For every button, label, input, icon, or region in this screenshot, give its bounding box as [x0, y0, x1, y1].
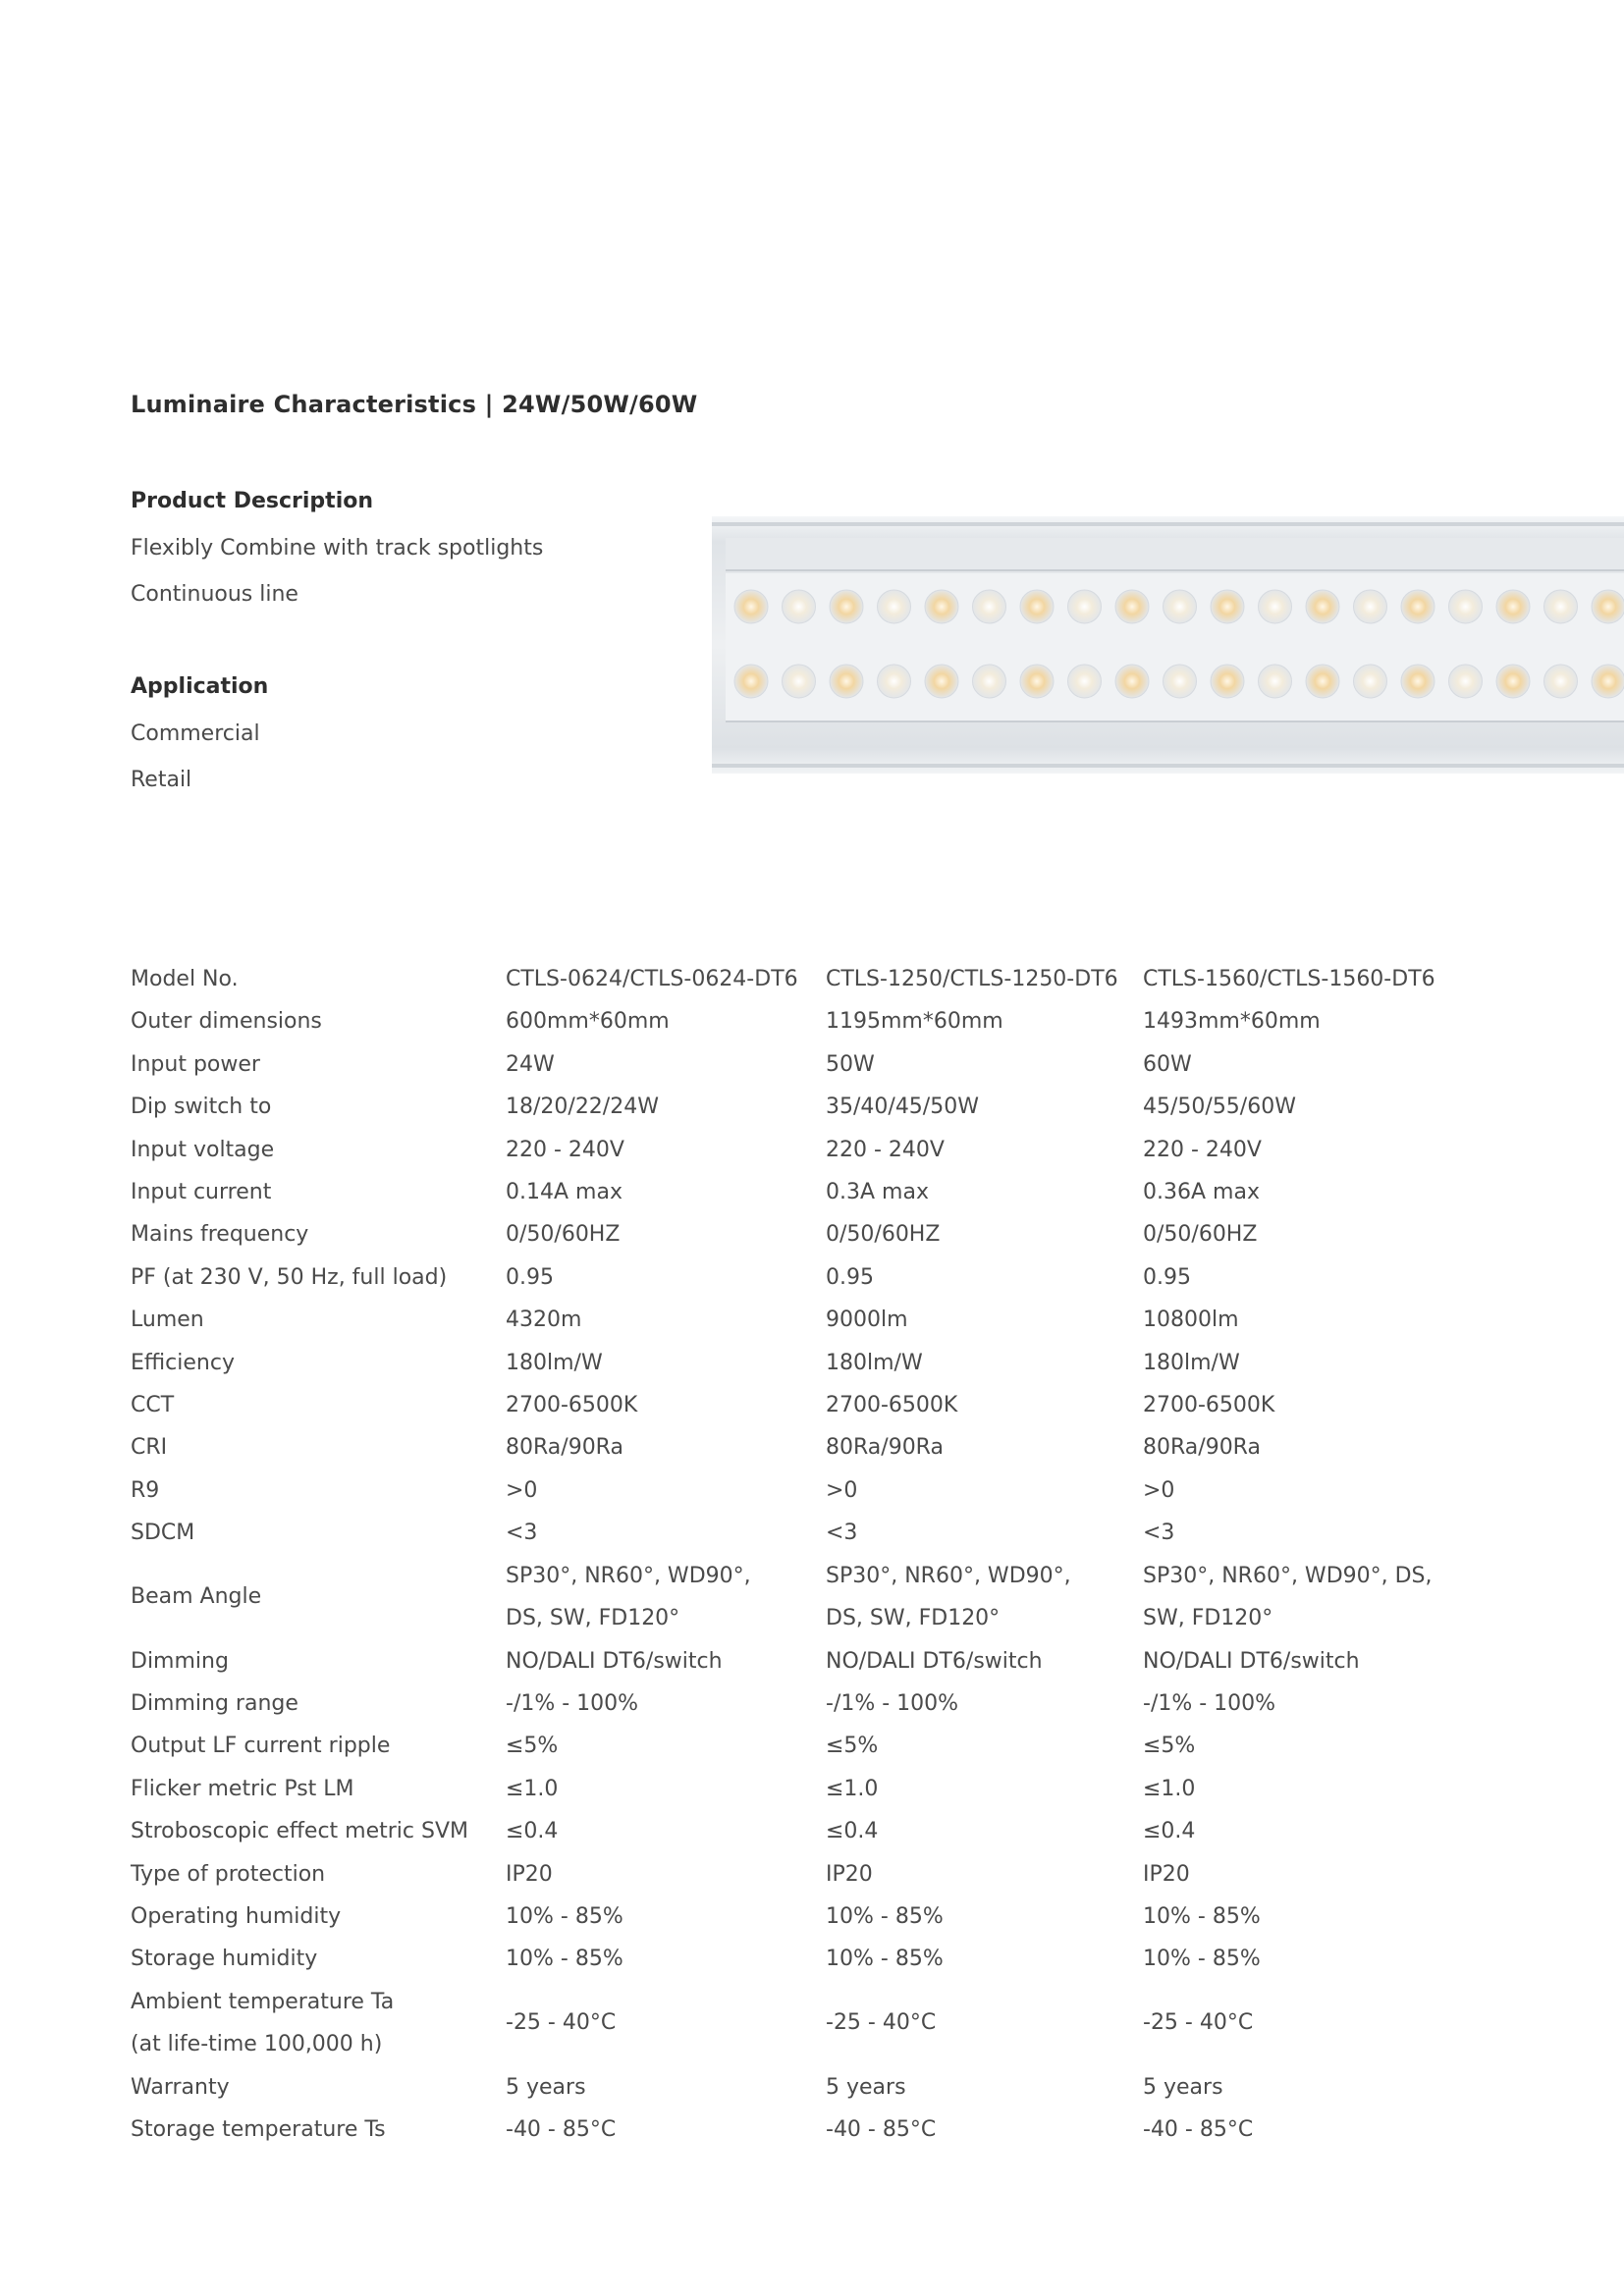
spec-label-text: Beam Angle: [131, 1584, 262, 1610]
spec-label-text: Output LF current ripple: [131, 1734, 391, 1759]
spec-value-50w-text: 180lm/W: [826, 1350, 923, 1375]
led-chip-icon: [1449, 590, 1483, 623]
spec-value-50w-text: -25 - 40°C: [826, 2010, 937, 2036]
spec-label: [131, 1682, 506, 1725]
led-chip-icon: [830, 590, 863, 623]
spec-row: [131, 1512, 1467, 1554]
spec-value-24w: [506, 1043, 826, 1086]
spec-value-24w-text: SP30°, NR60°, WD90°,: [506, 1563, 751, 1588]
spec-label: [131, 1896, 506, 1938]
spec-value-24w-text: ≤0.4: [506, 1819, 559, 1844]
spec-value-50w: [826, 2066, 1143, 2109]
spec-value-60w: [1143, 1299, 1467, 1341]
spec-value-24w-text: 0/50/60HZ: [506, 1222, 621, 1248]
spec-row: [131, 1469, 1467, 1512]
spec-label-text: Lumen: [131, 1308, 204, 1333]
spec-value-50w-text: 1195mm*60mm: [826, 1009, 1003, 1035]
spec-value-24w: [506, 2066, 826, 2109]
spec-value-60w-text: 0/50/60HZ: [1143, 1222, 1258, 1248]
spec-value-50w: [826, 1555, 1143, 1640]
spec-value-60w-text: 2700-6500K: [1143, 1393, 1275, 1418]
spec-value-60w: [1143, 1640, 1467, 1682]
spec-value-50w-text: 35/40/45/50W: [826, 1095, 979, 1120]
led-chip-icon: [1068, 590, 1102, 623]
application-heading: Application: [131, 674, 269, 699]
spec-value-24w-text: -40 - 85°C: [506, 2116, 617, 2142]
led-chip-icon: [1401, 590, 1435, 623]
spec-value-24w: [506, 958, 826, 1000]
spec-row: [131, 2109, 1467, 2151]
spec-label: [131, 1426, 506, 1468]
spec-value-60w: [1143, 2066, 1467, 2109]
spec-value-24w: [506, 1469, 826, 1512]
spec-value-50w-text: 10% - 85%: [826, 1903, 944, 1929]
spec-row: [131, 1213, 1467, 1255]
product-description-item: Flexibly Combine with track spotlights: [131, 536, 544, 561]
spec-value-50w: [826, 1682, 1143, 1725]
spec-value-60w-text: -/1% - 100%: [1143, 1690, 1276, 1716]
spec-value-60w: [1143, 1256, 1467, 1299]
spec-value-24w: [506, 1129, 826, 1171]
spec-value-50w: [826, 1853, 1143, 1896]
spec-value-24w: [506, 1086, 826, 1128]
spec-label-text: Flicker metric Pst LM: [131, 1776, 354, 1801]
spec-value-50w: [826, 1426, 1143, 1468]
spec-value-60w-text: NO/DALI DT6/switch: [1143, 1648, 1360, 1674]
spec-value-60w: [1143, 1938, 1467, 1980]
spec-value-60w: [1143, 1512, 1467, 1554]
spec-value-50w-text: CTLS-1250/CTLS-1250-DT6: [826, 967, 1118, 991]
led-chip-icon: [1592, 590, 1624, 623]
led-chip-icon: [1115, 665, 1149, 698]
spec-row: [131, 1938, 1467, 1980]
spec-value-50w-text: 10% - 85%: [826, 1947, 944, 1972]
spec-value-24w-text: CTLS-0624/CTLS-0624-DT6: [506, 967, 798, 991]
spec-label: [131, 1981, 506, 2066]
spec-label-text: CCT: [131, 1393, 175, 1418]
spec-row: [131, 1129, 1467, 1171]
spec-value-50w-text: 2700-6500K: [826, 1393, 958, 1418]
spec-row: [131, 1342, 1467, 1384]
spec-label-text: Dip switch to: [131, 1095, 272, 1120]
spec-value-50w-text: <3: [826, 1521, 858, 1546]
spec-value-50w-text: >0: [826, 1477, 858, 1503]
spec-value-60w-text: <3: [1143, 1521, 1175, 1546]
led-chip-icon: [1354, 590, 1387, 623]
led-chip-icon: [1115, 590, 1149, 623]
spec-value-60w-text: IP20: [1143, 1861, 1190, 1887]
spec-value-24w: [506, 1000, 826, 1042]
specifications-table: [131, 958, 1467, 2151]
page-title: Luminaire Characteristics | 24W/50W/60W: [131, 391, 698, 418]
spec-value-60w-text: SW, FD120°: [1143, 1606, 1273, 1631]
spec-value-50w-text: ≤1.0: [826, 1776, 879, 1801]
spec-row: [131, 1384, 1467, 1426]
spec-label: [131, 1043, 506, 1086]
led-chip-icon: [1306, 590, 1339, 623]
spec-value-60w-text: >0: [1143, 1477, 1175, 1503]
led-chip-icon: [830, 665, 863, 698]
led-chip-icon: [1068, 665, 1102, 698]
spec-label-text: Efficiency: [131, 1350, 235, 1375]
spec-value-24w-text: 24W: [506, 1051, 555, 1077]
led-chip-icon: [1259, 590, 1292, 623]
spec-value-50w: [826, 1384, 1143, 1426]
spec-value-50w-text: IP20: [826, 1861, 873, 1887]
spec-value-50w: [826, 2109, 1143, 2151]
spec-label: [131, 1000, 506, 1042]
spec-label-text: Type of protection: [131, 1861, 326, 1887]
spec-value-24w: [506, 1853, 826, 1896]
spec-value-24w-text: <3: [506, 1521, 538, 1546]
spec-value-60w: [1143, 1768, 1467, 1810]
spec-value-50w: [826, 1938, 1143, 1980]
spec-value-24w: [506, 1938, 826, 1980]
spec-value-60w-text: 1493mm*60mm: [1143, 1009, 1321, 1035]
spec-value-50w: [826, 1768, 1143, 1810]
spec-label-text: Storage temperature Ts: [131, 2116, 386, 2142]
spec-label: [131, 1640, 506, 1682]
spec-value-24w-text: ≤1.0: [506, 1776, 559, 1801]
spec-row: [131, 1043, 1467, 1086]
spec-value-60w: [1143, 1426, 1467, 1468]
spec-row: [131, 1086, 1467, 1128]
spec-value-24w: [506, 1555, 826, 1640]
spec-label: [131, 1555, 506, 1640]
spec-label: [131, 1086, 506, 1128]
spec-row: [131, 1853, 1467, 1896]
spec-value-50w-text: NO/DALI DT6/switch: [826, 1648, 1043, 1674]
spec-value-60w: [1143, 1725, 1467, 1767]
led-chip-icon: [734, 665, 768, 698]
led-chip-icon: [1164, 665, 1197, 698]
spec-value-50w-text: DS, SW, FD120°: [826, 1606, 1001, 1631]
spec-row: [131, 1682, 1467, 1725]
spec-value-60w: [1143, 1853, 1467, 1896]
spec-value-50w: [826, 1512, 1143, 1554]
spec-value-60w: [1143, 1682, 1467, 1725]
spec-value-60w-text: 60W: [1143, 1051, 1192, 1077]
spec-value-50w: [826, 1896, 1143, 1938]
product-description-item: Continuous line: [131, 582, 298, 607]
spec-label: [131, 1512, 506, 1554]
led-chip-icon: [1020, 665, 1054, 698]
spec-value-60w: [1143, 1896, 1467, 1938]
spec-value-50w: [826, 1342, 1143, 1384]
spec-row: [131, 1555, 1467, 1640]
spec-value-24w-text: 80Ra/90Ra: [506, 1435, 623, 1461]
spec-value-24w: [506, 1171, 826, 1213]
led-chip-icon: [973, 665, 1006, 698]
led-chip-icon: [1544, 590, 1578, 623]
spec-label-text: (at life-time 100,000 h): [131, 2032, 383, 2057]
spec-label: [131, 1768, 506, 1810]
spec-row: [131, 1810, 1467, 1852]
spec-value-24w: [506, 1640, 826, 1682]
spec-value-24w: [506, 1725, 826, 1767]
spec-value-24w-text: 4320m: [506, 1308, 582, 1333]
spec-label: [131, 1213, 506, 1255]
spec-value-50w: [826, 1981, 1143, 2066]
spec-row: [131, 1000, 1467, 1042]
spec-value-50w: [826, 1086, 1143, 1128]
spec-row: [131, 1725, 1467, 1767]
spec-value-24w-text: 10% - 85%: [506, 1903, 623, 1929]
spec-row: [131, 1256, 1467, 1299]
spec-label-text: Input power: [131, 1051, 260, 1077]
spec-label-text: Input current: [131, 1180, 272, 1205]
spec-value-60w-text: 180lm/W: [1143, 1350, 1240, 1375]
led-chip-icon: [783, 590, 816, 623]
spec-value-24w-text: IP20: [506, 1861, 553, 1887]
spec-label: [131, 1725, 506, 1767]
spec-value-50w-text: 80Ra/90Ra: [826, 1435, 944, 1461]
spec-value-60w-text: ≤1.0: [1143, 1776, 1196, 1801]
led-chip-icon: [734, 590, 768, 623]
led-chip-icon: [878, 590, 911, 623]
application-item: Retail: [131, 768, 192, 792]
spec-value-24w: [506, 1810, 826, 1852]
spec-label-text: SDCM: [131, 1521, 195, 1546]
spec-label: [131, 1342, 506, 1384]
spec-value-60w-text: 10% - 85%: [1143, 1903, 1261, 1929]
led-chip-icon: [783, 665, 816, 698]
spec-value-50w-text: 0/50/60HZ: [826, 1222, 941, 1248]
led-chip-icon: [1544, 665, 1578, 698]
spec-row: [131, 1896, 1467, 1938]
spec-value-60w: [1143, 1342, 1467, 1384]
spec-value-60w-text: 10% - 85%: [1143, 1947, 1261, 1972]
spec-value-60w-text: SP30°, NR60°, WD90°, DS,: [1143, 1563, 1433, 1588]
spec-value-24w-text: 10% - 85%: [506, 1947, 623, 1972]
spec-value-60w: [1143, 2109, 1467, 2151]
spec-label-text: Operating humidity: [131, 1903, 342, 1929]
spec-value-50w-text: ≤0.4: [826, 1819, 879, 1844]
spec-value-50w-text: 220 - 240V: [826, 1137, 945, 1162]
spec-row: [131, 2066, 1467, 2109]
spec-value-50w-text: SP30°, NR60°, WD90°,: [826, 1563, 1071, 1588]
spec-value-60w: [1143, 1129, 1467, 1171]
spec-label: [131, 1299, 506, 1341]
spec-value-24w: [506, 1299, 826, 1341]
spec-value-60w-text: 0.95: [1143, 1264, 1191, 1290]
spec-value-60w-text: 45/50/55/60W: [1143, 1095, 1296, 1120]
led-chip-icon: [925, 590, 958, 623]
spec-value-24w-text: 180lm/W: [506, 1350, 603, 1375]
spec-value-24w-text: 0.95: [506, 1264, 554, 1290]
spec-value-50w: [826, 1725, 1143, 1767]
spec-label-text: R9: [131, 1477, 160, 1503]
spec-value-60w: [1143, 1086, 1467, 1128]
spec-value-50w-text: 50W: [826, 1051, 875, 1077]
spec-row: [131, 1299, 1467, 1341]
spec-value-24w-text: 18/20/22/24W: [506, 1095, 659, 1120]
spec-value-60w-text: 0.36A max: [1143, 1180, 1260, 1205]
spec-label: [131, 1171, 506, 1213]
spec-label-text: CRI: [131, 1435, 168, 1461]
spec-value-24w-text: ≤5%: [506, 1734, 559, 1759]
product-description-heading: Product Description: [131, 489, 374, 513]
spec-value-24w: [506, 1426, 826, 1468]
led-chip-icon: [1020, 590, 1054, 623]
spec-value-60w: [1143, 1981, 1467, 2066]
spec-value-24w: [506, 1768, 826, 1810]
spec-label-text: Ambient temperature Ta: [131, 1989, 395, 2014]
spec-value-60w-text: CTLS-1560/CTLS-1560-DT6: [1143, 967, 1435, 991]
spec-value-50w: [826, 1810, 1143, 1852]
spec-label: [131, 1469, 506, 1512]
spec-row: [131, 1768, 1467, 1810]
spec-label-text: Model No.: [131, 967, 239, 991]
spec-value-60w-text: 5 years: [1143, 2074, 1223, 2100]
spec-value-24w: [506, 2109, 826, 2151]
spec-label: [131, 2109, 506, 2151]
led-chip-icon: [1211, 665, 1244, 698]
spec-value-50w: [826, 1213, 1143, 1255]
spec-label: [131, 1384, 506, 1426]
led-chip-icon: [1592, 665, 1624, 698]
spec-label-text: Dimming: [131, 1648, 229, 1674]
spec-value-24w-text: 5 years: [506, 2074, 586, 2100]
spec-value-60w: [1143, 1469, 1467, 1512]
spec-value-24w-text: 220 - 240V: [506, 1137, 624, 1162]
application-item: Commercial: [131, 721, 260, 746]
spec-value-24w-text: -25 - 40°C: [506, 2010, 617, 2036]
led-chip-icon: [1164, 590, 1197, 623]
spec-value-50w: [826, 1000, 1143, 1042]
spec-value-60w: [1143, 1555, 1467, 1640]
spec-value-50w: [826, 1171, 1143, 1213]
spec-value-24w-text: >0: [506, 1477, 538, 1503]
spec-label: [131, 1129, 506, 1171]
spec-value-50w: [826, 1469, 1143, 1512]
spec-label: [131, 1853, 506, 1896]
spec-value-60w: [1143, 1171, 1467, 1213]
spec-value-24w-text: 0.14A max: [506, 1180, 623, 1205]
spec-value-50w-text: 0.3A max: [826, 1180, 929, 1205]
spec-value-24w: [506, 1896, 826, 1938]
spec-value-60w: [1143, 1043, 1467, 1086]
spec-value-50w-text: 5 years: [826, 2074, 906, 2100]
spec-value-50w: [826, 958, 1143, 1000]
spec-value-24w: [506, 1682, 826, 1725]
spec-label-text: Warranty: [131, 2074, 230, 2100]
spec-label: [131, 1938, 506, 1980]
spec-value-50w-text: -40 - 85°C: [826, 2116, 937, 2142]
spec-label-text: Storage humidity: [131, 1947, 318, 1972]
spec-value-60w-text: 220 - 240V: [1143, 1137, 1262, 1162]
led-chip-icon: [1449, 665, 1483, 698]
led-chip-icon: [878, 665, 911, 698]
spec-value-50w-text: -/1% - 100%: [826, 1690, 959, 1716]
spec-value-24w-text: 600mm*60mm: [506, 1009, 670, 1035]
led-chip-icon: [1211, 590, 1244, 623]
spec-label: [131, 2066, 506, 2109]
spec-value-50w: [826, 1640, 1143, 1682]
spec-value-50w: [826, 1129, 1143, 1171]
spec-value-24w: [506, 1342, 826, 1384]
led-chip-icon: [925, 665, 958, 698]
spec-value-24w-text: DS, SW, FD120°: [506, 1606, 680, 1631]
spec-row: [131, 1981, 1467, 2066]
spec-value-60w: [1143, 1810, 1467, 1852]
led-chip-icon: [1354, 665, 1387, 698]
spec-value-60w: [1143, 1000, 1467, 1042]
spec-label: [131, 958, 506, 1000]
spec-value-50w-text: ≤5%: [826, 1734, 879, 1759]
spec-label-text: Dimming range: [131, 1690, 298, 1716]
spec-row: [131, 1640, 1467, 1682]
spec-label-text: PF (at 230 V, 50 Hz, full load): [131, 1264, 448, 1290]
spec-value-60w-text: ≤0.4: [1143, 1819, 1196, 1844]
spec-value-60w: [1143, 1384, 1467, 1426]
led-chip-icon: [1259, 665, 1292, 698]
spec-value-50w: [826, 1299, 1143, 1341]
spec-row: [131, 958, 1467, 1000]
spec-label-text: Stroboscopic effect metric SVM: [131, 1819, 468, 1844]
spec-label: [131, 1256, 506, 1299]
spec-value-60w: [1143, 1213, 1467, 1255]
spec-value-24w-text: 2700-6500K: [506, 1393, 638, 1418]
spec-value-60w-text: -25 - 40°C: [1143, 2010, 1254, 2036]
led-chip-icon: [1401, 665, 1435, 698]
spec-value-24w: [506, 1256, 826, 1299]
spec-value-60w-text: 10800lm: [1143, 1308, 1239, 1333]
spec-value-60w-text: 80Ra/90Ra: [1143, 1435, 1261, 1461]
spec-value-24w: [506, 1512, 826, 1554]
spec-label-text: Mains frequency: [131, 1222, 309, 1248]
spec-value-50w-text: 9000lm: [826, 1308, 908, 1333]
spec-row: [131, 1171, 1467, 1213]
spec-value-60w: [1143, 958, 1467, 1000]
spec-value-24w-text: NO/DALI DT6/switch: [506, 1648, 723, 1674]
linear-led-luminaire-image: [712, 516, 1624, 774]
spec-value-24w: [506, 1213, 826, 1255]
led-chip-icon: [973, 590, 1006, 623]
spec-value-50w: [826, 1043, 1143, 1086]
spec-label-text: Input voltage: [131, 1137, 275, 1162]
spec-label: [131, 1810, 506, 1852]
spec-value-24w-text: -/1% - 100%: [506, 1690, 639, 1716]
spec-label-text: Outer dimensions: [131, 1009, 322, 1035]
spec-value-24w: [506, 1981, 826, 2066]
spec-value-60w-text: -40 - 85°C: [1143, 2116, 1254, 2142]
spec-row: [131, 1426, 1467, 1468]
led-chip-icon: [1306, 665, 1339, 698]
spec-value-60w-text: ≤5%: [1143, 1734, 1196, 1759]
led-chip-icon: [1496, 665, 1530, 698]
spec-value-50w: [826, 1256, 1143, 1299]
spec-value-50w-text: 0.95: [826, 1264, 874, 1290]
led-chip-icon: [1496, 590, 1530, 623]
spec-value-24w: [506, 1384, 826, 1426]
